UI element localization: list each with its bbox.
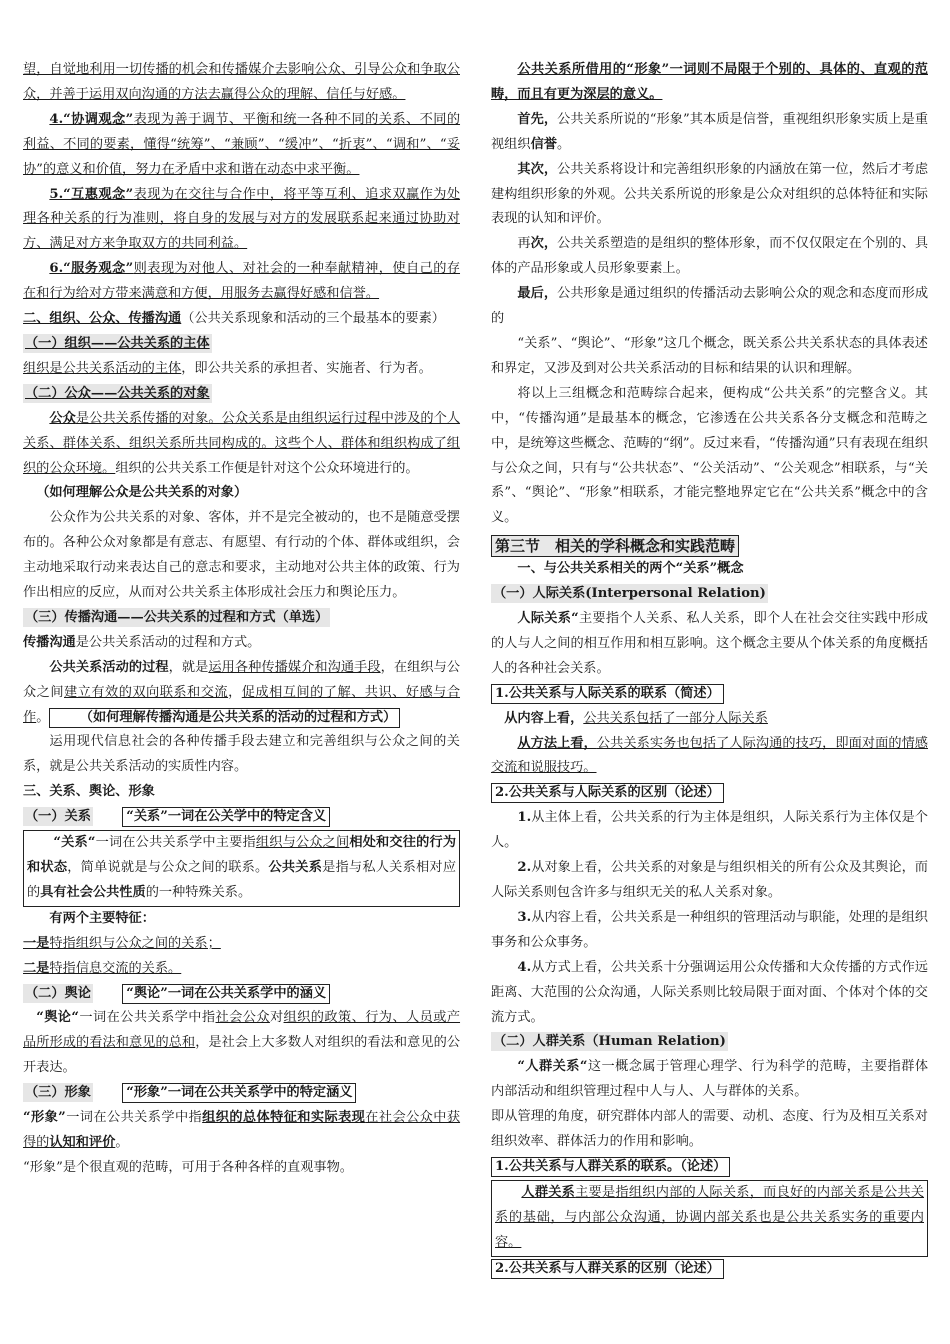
organization-heading: （一）组织——公共关系的主体 xyxy=(25,335,210,351)
diff-1-num: 1. xyxy=(517,810,532,826)
para-organization xyxy=(23,357,460,382)
heading-interpersonal xyxy=(491,582,928,607)
features-label: 有两个主要特征： xyxy=(49,910,155,926)
public-underlined: 是公共关系传播的对象。公众关系是由组织运行过程中涉及的个人关系、群体关系、组织关系所共同构成的。这些个人、群体和组织构成了组织的公众环境。 xyxy=(23,410,461,476)
feature-2-bold: 二是 xyxy=(23,960,50,976)
human-diff-heading xyxy=(491,1257,928,1282)
process-u3: 促成相互间的了解、共识、好感与合作 xyxy=(23,684,461,725)
third-bold: 次， xyxy=(530,236,558,252)
second-text: 公共关系将设计和完善组织形象的内涵放在第一位，然后才考虑建构组织形象的外观。公共关系所说的形象是公众对组织的总体特征和实际表现的认知和评价。 xyxy=(491,161,929,227)
diff-content xyxy=(491,906,928,956)
section-two-note: （公共关系现象和活动的三个最基本的要素） xyxy=(181,311,445,327)
interpersonal-link-content xyxy=(491,707,928,732)
para-communication xyxy=(23,631,460,656)
human-diff-box: 2.公共关系与人群关系的区别（论述） xyxy=(491,1259,724,1279)
interpersonal-link-method xyxy=(491,732,928,782)
communication-bold: 传播沟通 xyxy=(23,634,76,650)
para-communication-process xyxy=(23,656,460,731)
third-prefix: 再 xyxy=(517,236,531,252)
communication-text: 是公共关系活动的过程和方式。 xyxy=(75,634,261,650)
diff-1-text: 从主体上看，公共关系的行为主体是组织，人际关系行为主体仅是个人。 xyxy=(491,810,928,851)
op-u2: 组织的政策、行为、人员或产品所形成的看法和意见的总和 xyxy=(23,1010,461,1051)
heading-human-relation xyxy=(491,1030,928,1055)
organization-underlined: 组织是公共关系活动的主体 xyxy=(23,360,182,376)
interpersonal-heading: （一）人际关系(Interpersonal Relation) xyxy=(493,586,766,602)
para-second xyxy=(491,158,928,233)
heading-section-two xyxy=(23,307,460,332)
rel-t3: 是指与私人关系相对应的 xyxy=(27,860,457,900)
op-b: “舆论“ xyxy=(36,1010,79,1026)
img-u2: 在社会公众中获得的 xyxy=(23,1110,461,1150)
feature-2-text: 特指信息交流的关系。 xyxy=(49,960,182,976)
diff-2-num: 2. xyxy=(517,860,532,876)
link-method-text: 公共关系实务也包括了人际沟通的技巧，即面对面的情感交流和说服技巧。 xyxy=(491,735,928,776)
image-deeper-text: 公共关系所借用的“形象”一词则不局限于个别的、具体的、直观的范畴，而且有更为深层的意义。 xyxy=(491,62,928,102)
relation-heading: （一）关系 xyxy=(25,809,91,825)
relation-meaning-box: “关系”一词在公关学中的特定含义 xyxy=(122,807,330,827)
para-service-concept xyxy=(23,257,460,307)
heading-public xyxy=(23,382,460,407)
para-human-relation-2: 即从管理的角度，研究群体内部人的需要、动机、态度、行为及相互关系对组织效率、群体活力的作用和影响。 xyxy=(491,1109,928,1150)
para-interpersonal xyxy=(491,607,928,682)
para-image xyxy=(23,1106,460,1156)
heading-organization xyxy=(23,332,460,357)
heading-relation xyxy=(23,805,460,830)
interpersonal-diff-heading xyxy=(491,781,928,806)
para-image-deeper xyxy=(491,58,928,108)
process-t1: ，就是 xyxy=(168,659,209,675)
para-coordination-concept xyxy=(23,108,460,183)
human-link-heading xyxy=(491,1155,928,1180)
first-text-2: 。 xyxy=(556,136,571,152)
public-question-text: （如何理解公众是公共关系的对象） xyxy=(36,485,248,501)
heading-communication xyxy=(23,606,460,631)
heading-image xyxy=(23,1081,460,1106)
heading-opinion xyxy=(23,982,460,1007)
para-relation-definition xyxy=(23,830,460,907)
section-three-title: 第三节 相关的学科概念和实践范畴 xyxy=(491,535,739,557)
diff-3-text: 从内容上看，公共关系是一种组织的管理活动与职能，处理的是组织事务和公众事务。 xyxy=(491,909,928,950)
para-communication-essence: 运用现代信息社会的各种传播手段去建立和完善组织与公众之间的关系，就是公共关系活动的实质性内容。 xyxy=(23,734,460,775)
coordination-label: 4.“协调观念” xyxy=(49,111,134,127)
para-image-intuitive: “形象”是个很直观的范畴，可用于各种各样的直观事物。 xyxy=(23,1159,353,1175)
third-text: 公共关系塑造的是组织的整体形象，而不仅仅限定在个别的、具体的产品形象或人员形象要素上。 xyxy=(491,236,929,277)
img-u3: 认知和评价 xyxy=(49,1134,116,1150)
relation-features-label xyxy=(23,907,460,932)
first-text: 公共关系所说的“形象”其本质是信誉，重视组织形象实质上是重视组织 xyxy=(491,111,929,152)
diff-object xyxy=(491,856,928,906)
public-question xyxy=(23,481,460,506)
two-relations-title: 一、与公共关系相关的两个“关系”概念 xyxy=(517,561,744,577)
second-bold: 其次， xyxy=(517,161,558,177)
para-concepts: “关系”、“舆论”、“形象”这几个概念，既关系公共关系状态的具体表述和界定，又涉及到对公共关系活动的目标和结果的认识和理解。 xyxy=(491,335,928,376)
service-label: 6.“服务观念” xyxy=(49,261,134,277)
rel-b4: 具有社会公共性质 xyxy=(40,884,146,900)
rel-u1: 组织与公众之间 xyxy=(255,835,350,851)
rel-t4: 的一种特殊关系。 xyxy=(145,884,252,900)
para-synthesis: 将以上三组概念和范畴综合起来，便构成“公共关系”的完整含义。其中，“传播沟通”是最基本的概念，它渗透在公共关系各分支概念和范畴之中，是统筹这些概念、范畴的“纲”。反过来看，“传播沟通”只有表现在组织与公众之间，只有与“公共状态”、“公关活动”、“公关观念”相联系，与“关系”、“舆论”、“形象”相联系，才能完整地界定它在“公共关系”概念中的含义。 xyxy=(491,385,928,526)
image-meaning-box: “形象”一词在公共关系学中的特定涵义 xyxy=(122,1083,356,1103)
para-public-answer: 公众作为公共关系的对象、客体，并不是完全被动的，也不是随意受摆布的。各种公众对象都是有意志、有愿望、有行动的个体、群体或组织，会主动地采取行动来表达自己的意志和要求，主动地对公共主体的政策、行为作出相应的反应，从而对公共关系主体形成社会压力和舆论压力。 xyxy=(23,510,460,601)
rel-b1: “关系“ xyxy=(53,835,96,851)
img-t2: 。 xyxy=(115,1134,129,1150)
para-third xyxy=(491,232,928,282)
public-bold: 公众 xyxy=(49,410,76,426)
interpersonal-link-heading xyxy=(491,682,928,707)
interpersonal-link-box: 1.公共关系与人际关系的联系（简述） xyxy=(491,684,724,704)
para-first xyxy=(491,108,928,158)
organization-text: ，即公共关系的承担者、实施者、行为者。 xyxy=(181,360,432,376)
left-column xyxy=(23,58,460,1181)
link-content-bold: 从内容上看， xyxy=(504,710,584,726)
rel-b2: 相处和交往的行为和状态 xyxy=(27,835,457,875)
human-link-box: 1.公共关系与人群关系的联系。（论述） xyxy=(491,1157,730,1177)
public-text: 组织的公共关系工作便是针对这个公众环境进行的。 xyxy=(115,460,419,476)
diff-4-num: 4. xyxy=(517,959,532,975)
diff-subject xyxy=(491,806,928,856)
image-heading: （三）形象 xyxy=(25,1085,91,1101)
rel-t2: ，简单说就是与公众之间的联系。 xyxy=(67,860,269,875)
para-continued: 望，自觉地利用一切传播的机会和传播媒介去影响公众、引导公众和争取公众，并善于运用双向沟通的方法去赢得公众的理解、信任与好感。 xyxy=(23,62,460,102)
process-u2: 建立有效的双向联系和交流 xyxy=(64,684,229,700)
diff-2-text: 从对象上看，公共关系的对象是与组织相关的所有公众及其舆论，而人际关系则包含许多与组织无关的私人关系对象。 xyxy=(491,860,928,900)
heading-section-three xyxy=(23,780,460,805)
feature-1-bold: 一是 xyxy=(23,935,50,951)
img-t1: 一词在公共关系学中指 xyxy=(65,1110,203,1126)
para-human-link xyxy=(491,1180,928,1257)
para-public xyxy=(23,407,460,482)
process-t4: 。 xyxy=(36,709,50,725)
section-three-title: 三、关系、舆论、形象 xyxy=(23,784,155,800)
section-three-heading xyxy=(491,535,928,557)
op-t1: 一词在公共关系学中指 xyxy=(79,1010,216,1026)
img-u1: 组织的总体特征和实际表现 xyxy=(202,1110,366,1126)
diff-4-text: 从方式上看，公共关系十分强调运用公众传播和大众传播的方式作远距离、大范围的公众沟通，人际关系则比较局限于面对面、个体对个体的交流方式。 xyxy=(491,959,928,1025)
human-link-u1: 指组织内部的人际关系，而良好的内部关系是公共关系的基础，与内部公众沟通，协调内部关系也是公共关系实务的重要内容。 xyxy=(495,1184,925,1250)
first-bold-2: 信誉 xyxy=(530,136,557,152)
process-u1: 运用各种传播媒介和沟通手段 xyxy=(208,659,381,675)
public-heading: （二）公众——公共关系的对象 xyxy=(25,385,210,401)
interpersonal-text: 主要指个人关系、私人关系，即个人在社会交往实践中形成的人与人之间的相互作用和相互影响。这个概念主要从个体关系的角度概括人的各种社会关系。 xyxy=(491,611,928,676)
heading-two-relations xyxy=(491,557,928,582)
opinion-heading: （二）舆论 xyxy=(25,985,91,1001)
communication-question-box: （如何理解传播沟通是公共关系的活动的过程和方式） xyxy=(49,708,400,728)
relation-feature-1 xyxy=(23,932,460,957)
op-u1: 社会公众 xyxy=(215,1010,270,1026)
human-relation-heading: （二）人群关系（Human Relation) xyxy=(493,1034,726,1050)
para-last xyxy=(491,282,928,332)
interpersonal-diff-box: 2.公共关系与人际关系的区别（论述） xyxy=(491,783,724,803)
op-t2: 对 xyxy=(269,1010,284,1026)
mutual-benefit-label: 5.“互惠观念” xyxy=(49,186,134,202)
rel-t1: 一词在公共关系学中主要指 xyxy=(95,835,256,851)
last-text: 公共形象是通过组织的传播活动去影响公众的观念和态度而形成的 xyxy=(491,286,929,327)
human-link-bold: 人群关系 xyxy=(521,1184,576,1200)
first-bold: 首先， xyxy=(517,111,558,127)
para-human-relation xyxy=(491,1055,928,1105)
relation-feature-2 xyxy=(23,957,460,982)
feature-1-text: 特指组织与公众之间的关系； xyxy=(49,935,221,951)
diff-3-num: 3. xyxy=(517,909,532,925)
opinion-meaning-box: “舆论”一词在公共关系学中的涵义 xyxy=(122,984,330,1004)
process-bold: 公共关系活动的过程 xyxy=(49,659,169,675)
op-t3: ，是社会上大多数人对组织的看法和意见的公开表达。 xyxy=(23,1035,461,1076)
section-two-title: 二、组织、公众、传播沟通 xyxy=(23,311,182,327)
coordination-text: 表现为善于调节、平衡和统一各种不同的关系、不同的利益、不同的要素，懂得“统筹”、“兼顾”、“缓冲”、“折衷”、“调和”、“妥协”的意义和价值，努力在矛盾中求和谐在动态中求平衡。 xyxy=(23,111,461,177)
human-link-t1: 主要是 xyxy=(575,1184,616,1200)
mutual-benefit-text: 表现为在交往与合作中，将平等互利、追求双赢作为处理各种关系的行为准则，将自身的发展与对方的发展联系起来通过协助对方、满足对方来争取双方的共同利益。 xyxy=(23,186,461,252)
para-mutual-benefit-concept xyxy=(23,183,460,258)
link-method-bold: 从方法上看， xyxy=(517,735,597,751)
rel-b3: 公共关系 xyxy=(268,860,323,875)
interpersonal-bold: 人际关系“ xyxy=(517,611,579,627)
diff-method xyxy=(491,956,928,1031)
link-content-text: 公共关系包括了一部分人际关系 xyxy=(583,710,768,726)
process-t3: ， xyxy=(228,684,242,700)
human-relation-text: 这一概念属于管理心理学、行为科学的范畴，主要指群体内部活动和组织管理过程中人与人、人与群体的关系。 xyxy=(491,1059,929,1100)
img-b: “形象” xyxy=(23,1110,66,1126)
process-t2: ，在组织与公众之间 xyxy=(23,659,461,700)
last-bold: 最后， xyxy=(517,286,558,302)
service-text: 则表现为对他人、对社会的一种奉献精神，使自己的存在和行为给对方带来满意和方便，用服务去赢得好感和信誉。 xyxy=(23,261,461,302)
human-relation-bold: “人群关系“ xyxy=(517,1059,588,1075)
communication-heading: （三）传播沟通——公共关系的过程和方式（单选） xyxy=(25,609,329,625)
para-opinion xyxy=(23,1006,460,1081)
right-column xyxy=(491,58,928,1282)
